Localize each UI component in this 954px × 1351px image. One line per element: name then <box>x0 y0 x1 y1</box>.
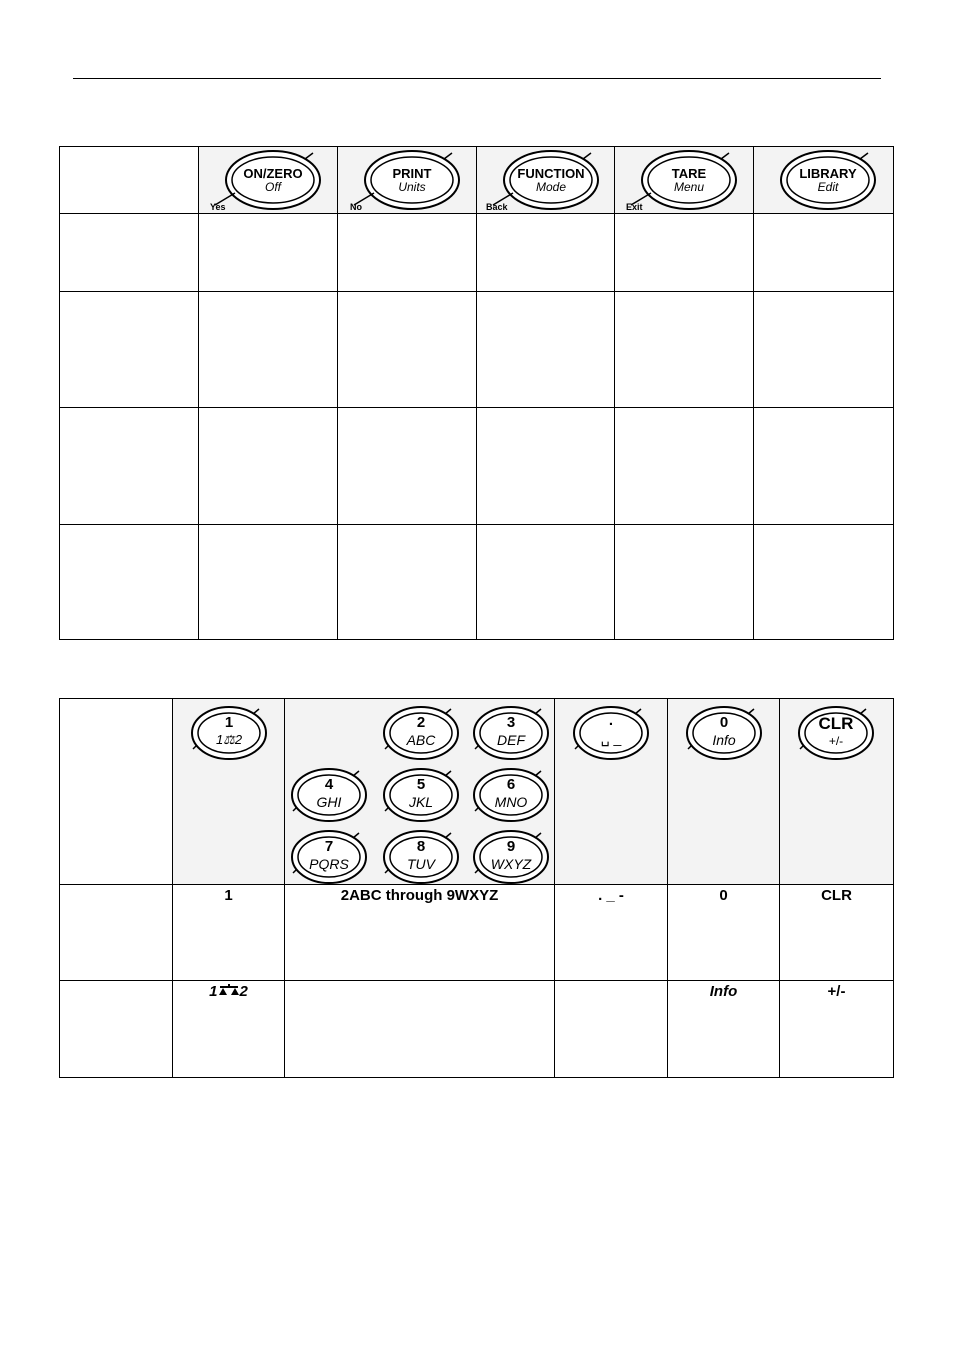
table-cell <box>173 981 285 1078</box>
key-cell-clr <box>780 699 894 885</box>
primary-function-1: 1 <box>224 887 233 904</box>
key-sub-label: PQRS <box>309 856 349 872</box>
primary-function-dot: . _ - <box>598 887 624 904</box>
table-cell <box>338 525 477 640</box>
on-zero-key[interactable] <box>223 149 323 211</box>
key-corner-label: Back <box>486 202 508 212</box>
table-cell <box>199 214 338 292</box>
key-3[interactable] <box>471 705 551 761</box>
key-sub-label: Edit <box>817 180 839 194</box>
table-cell <box>338 292 477 408</box>
table-cell <box>199 408 338 525</box>
table-cell <box>754 214 894 292</box>
key-main-label: 5 <box>416 776 426 793</box>
key-sub-label: ␣ _ <box>600 730 622 746</box>
key-main-label: 8 <box>416 838 426 855</box>
scale-label-pre: 1 <box>209 983 218 1000</box>
print-key[interactable] <box>362 149 462 211</box>
table-cell <box>555 885 668 981</box>
key-corner-label: Exit <box>626 202 643 212</box>
key-corner-label: No <box>350 202 362 212</box>
table-cell <box>477 408 615 525</box>
table-cell <box>668 885 780 981</box>
scale-switch-icon <box>218 983 240 997</box>
scale-label-post: 2 <box>239 983 248 1000</box>
key-main-label: 0 <box>719 714 729 731</box>
secondary-function-0: Info <box>709 983 738 1000</box>
key-main-label: . <box>608 712 614 729</box>
table-cell <box>615 525 754 640</box>
header-empty-cell <box>60 699 173 885</box>
table-cell <box>60 214 199 292</box>
table-cell <box>60 525 199 640</box>
key-7[interactable] <box>289 829 369 885</box>
key-clr[interactable] <box>796 705 876 761</box>
key-main-label: 4 <box>324 776 334 793</box>
key-cell-dot <box>555 699 668 885</box>
key-dot[interactable] <box>571 705 651 761</box>
key-main-label: TARE <box>671 166 707 181</box>
key-9[interactable] <box>471 829 551 885</box>
table-cell <box>477 214 615 292</box>
key-sub-label: JKL <box>408 794 434 810</box>
key-sub-label: Off <box>264 180 281 194</box>
tare-key[interactable] <box>639 149 739 211</box>
table-cell <box>285 885 555 981</box>
table-cell <box>173 885 285 981</box>
key-main-label: 1 <box>224 714 234 731</box>
key-cell-0 <box>668 699 780 885</box>
key-sub-label: WXYZ <box>490 856 532 872</box>
table-cell <box>754 525 894 640</box>
key-cell-tare <box>615 147 754 214</box>
header-rule <box>73 78 881 79</box>
key-main-label: 3 <box>506 714 516 731</box>
table-cell <box>285 981 555 1078</box>
key-main-label: 7 <box>324 838 334 855</box>
table-cell <box>60 292 199 408</box>
key-sub-label: Units <box>398 180 426 194</box>
header-empty-cell <box>60 147 199 214</box>
table-cell <box>338 214 477 292</box>
key-cell-print <box>338 147 477 214</box>
key-6[interactable] <box>471 767 551 823</box>
key-cell-on-zero <box>199 147 338 214</box>
secondary-function-1 <box>173 981 284 1000</box>
primary-function-2-9: 2ABC through 9WXYZ <box>340 887 499 904</box>
key-cell-1 <box>173 699 285 885</box>
table-cell <box>555 981 668 1078</box>
function-key[interactable] <box>501 149 601 211</box>
key-cell-2-9 <box>285 699 555 885</box>
key-cell-function <box>477 147 615 214</box>
key-main-label: ON/ZERO <box>243 166 303 181</box>
key-2[interactable] <box>381 705 461 761</box>
table-cell <box>668 981 780 1078</box>
table-cell <box>477 292 615 408</box>
key-main-label: FUNCTION <box>517 166 585 181</box>
key-5[interactable] <box>381 767 461 823</box>
key-sub-label: Menu <box>673 180 705 194</box>
key-cell-library <box>754 147 894 214</box>
key-sub-label: MNO <box>494 794 528 810</box>
key-main-label: 2 <box>416 714 426 731</box>
key-main-label: LIBRARY <box>799 166 857 181</box>
primary-function-0: 0 <box>719 887 728 904</box>
table-cell <box>199 292 338 408</box>
key-4[interactable] <box>289 767 369 823</box>
table-cell <box>60 885 173 981</box>
table-cell <box>199 525 338 640</box>
key-sub-label: Mode <box>535 180 567 194</box>
key-1[interactable] <box>189 705 269 761</box>
key-sub-label: Info <box>712 732 736 748</box>
key-main-label: PRINT <box>392 166 432 181</box>
table-cell <box>338 408 477 525</box>
key-sub-label: 1⚖2 <box>215 732 243 747</box>
table-cell <box>477 525 615 640</box>
table-cell <box>754 408 894 525</box>
table-cell <box>60 981 173 1078</box>
table-cell <box>780 981 894 1078</box>
secondary-function-clr: +/- <box>827 983 846 1000</box>
key-main-label: 9 <box>506 838 516 855</box>
table-cell <box>780 885 894 981</box>
key-8[interactable] <box>381 829 461 885</box>
table-cell <box>615 214 754 292</box>
key-0[interactable] <box>684 705 764 761</box>
key-corner-label: Yes <box>210 202 226 212</box>
key-sub-label: ABC <box>406 732 436 748</box>
key-sub-label: +/- <box>828 734 844 748</box>
table-cell <box>60 408 199 525</box>
key-sub-label: GHI <box>316 794 342 810</box>
table-cell <box>615 292 754 408</box>
table-cell <box>754 292 894 408</box>
key-main-label: CLR <box>818 714 854 733</box>
key-main-label: 6 <box>506 776 516 793</box>
library-key[interactable] <box>778 149 878 211</box>
numeric-keypad-table <box>59 698 894 1078</box>
table-cell <box>615 408 754 525</box>
keypad-function-table <box>59 146 894 640</box>
key-sub-label: TUV <box>407 856 435 872</box>
primary-function-clr: CLR <box>821 887 852 904</box>
key-sub-label: DEF <box>497 732 525 748</box>
